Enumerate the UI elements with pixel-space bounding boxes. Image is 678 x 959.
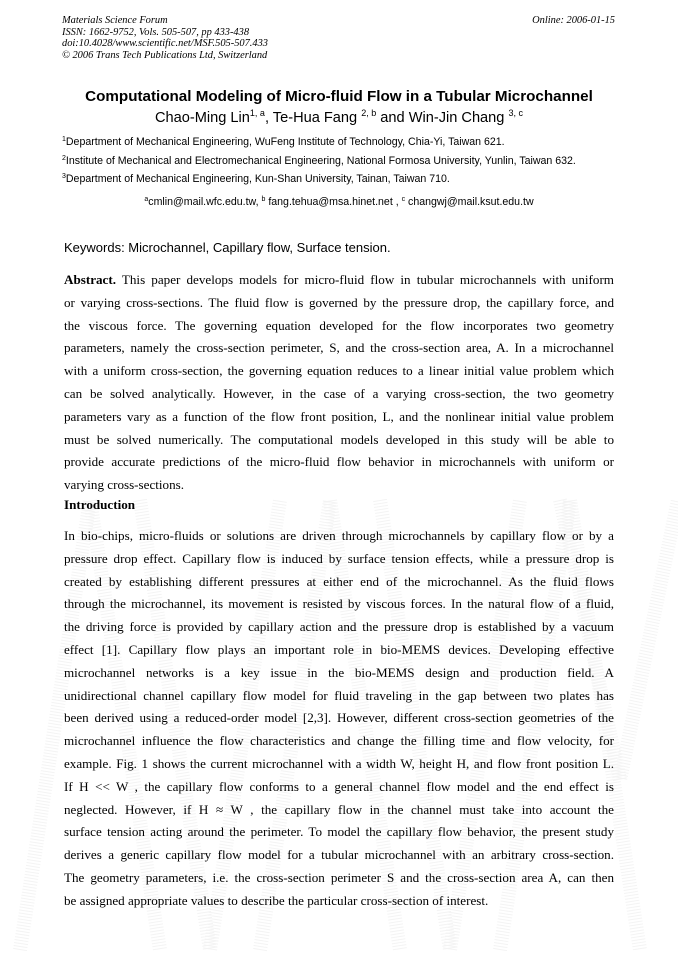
affiliation-num: 1 xyxy=(62,136,66,143)
email-link[interactable]: changwj@mail.ksut.edu.tw xyxy=(405,196,534,208)
affiliation-1 xyxy=(62,136,505,148)
intro-line: neglected. However, if H ≈ W , the capillary flow in the channel must take into account the xyxy=(64,801,614,817)
keywords: Keywords: Microchannel, Capillary flow, Surface tension. xyxy=(64,240,391,255)
intro-line: derives a generic capillary flow model for a tubular microchannel with an arbitrary cross-section. xyxy=(64,847,614,863)
journal-name: Materials Science Forum xyxy=(62,15,168,26)
affiliation-num: 3 xyxy=(62,173,66,180)
abstract-line: varying cross-sections. xyxy=(64,477,184,493)
email-sup: c xyxy=(401,196,406,203)
affiliation-text: Department of Mechanical Engineering, WuFeng Institute of Technology, Chia-Yi, Taiwan 621. xyxy=(65,136,505,148)
intro-line: been derived using a reduced-order model [2,3]. However, different cross-section geometries of the xyxy=(64,710,614,726)
email-sup: a xyxy=(144,196,149,203)
email-sup: b xyxy=(261,196,266,203)
author-separator: , xyxy=(264,110,273,126)
affiliation-text: Department of Mechanical Engineering, Kun-Shan University, Tainan, Taiwan 710. xyxy=(65,173,450,185)
author-sup: 2, b xyxy=(361,108,377,118)
abstract-line: provide accurate predictions of the micro-fluid flow behavior in microchannels with uniform or xyxy=(64,454,614,470)
intro-line: through the microchannel, its movement is resisted by viscous forces. In the natural flow of a fluid, xyxy=(64,596,614,612)
online-date: Online: 2006-01-15 xyxy=(532,15,615,26)
doi-link[interactable]: doi:10.4028/www.scientific.net/MSF.505-507.433 xyxy=(62,38,268,49)
intro-line: microchannel influence the flow characteristics and change the filling time and flow velocity, for xyxy=(64,733,614,749)
author-sup: 3, c xyxy=(508,108,523,118)
author-sup: 1, a xyxy=(249,108,265,118)
affiliation-num: 2 xyxy=(62,155,66,162)
paper-title: Computational Modeling of Micro-fluid Flow in a Tubular Microchannel xyxy=(85,88,593,105)
author-name: Win-Jin Chang xyxy=(408,110,509,126)
intro-line: surface tension acting around the perimeter. To model the capillary flow behavior, the present study xyxy=(64,824,614,840)
journal-header xyxy=(62,15,268,61)
abstract-line: the viscous force. The governing equation developed for the flow incorporates two geometry xyxy=(64,317,614,333)
issn-line: ISSN: 1662-9752, Vols. 505-507, pp 433-438 xyxy=(62,26,250,38)
abstract-label: Abstract. xyxy=(64,272,116,287)
email-link[interactable]: fang.tehua@msa.hinet.net , xyxy=(265,196,402,208)
abstract-line: must be solved numerically. The computational models developed in this study will be able to xyxy=(64,431,614,447)
intro-line: the driving force is provided by capillary action and the pressure drop is established by a vacuum xyxy=(64,619,614,635)
author-separator: and xyxy=(376,110,409,126)
abstract xyxy=(64,269,614,497)
intro-line: be assigned appropriate values to describe the particular cross-section of interest. xyxy=(64,892,489,908)
copyright-line: © 2006 Trans Tech Publications Ltd, Switzerland xyxy=(62,49,268,61)
intro-line: pressure drop effect. Capillary flow is induced by surface tension effects, while a pressure drop is xyxy=(64,550,614,566)
author-name: Te-Hua Fang xyxy=(272,110,362,126)
affiliation-3 xyxy=(62,173,450,185)
intro-line: If H << W , the capillary flow conforms to a general channel flow model and the end effect is xyxy=(64,778,614,794)
introduction-body xyxy=(64,525,614,913)
email-list xyxy=(0,196,678,208)
intro-line: unidirectional channel capillary flow model for fluid traveling in the gap between two plates has xyxy=(64,687,614,703)
intro-line: effect [1]. Capillary flow plays an important role in bio-MEMS devices. Developing effective xyxy=(64,641,614,657)
intro-line: In bio-chips, micro-fluids or solutions are driven through microchannels by capillary flow or by a xyxy=(64,528,614,543)
affiliation-2 xyxy=(62,155,576,167)
email-link[interactable]: cmlin@mail.wfc.edu.tw, xyxy=(148,196,262,208)
abstract-line: or varying cross-sections. The fluid flow is governed by the pressure drop, the capillary force, and xyxy=(64,294,614,310)
abstract-line: can be solved analytically. However, in the case of a varying cross-section, the two geometry xyxy=(64,385,614,401)
affiliation-text: Institute of Mechanical and Electromechanical Engineering, National Formosa University, Yunlin, Taiwan 632. xyxy=(65,155,576,167)
abstract-line: with a uniform cross-section, the governing equation reduces to a linear initial value problem which xyxy=(64,363,614,379)
intro-line: example. Fig. 1 shows the current microchannel with a width W, height H, and flow front position L. xyxy=(64,755,614,771)
author-name: Chao-Ming Lin xyxy=(155,110,250,126)
abstract-line xyxy=(64,269,614,292)
author-list xyxy=(0,110,678,126)
abstract-text: This paper develops models for micro-fluid flow in tubular microchannels with uniform xyxy=(116,272,614,287)
intro-line: microchannel networks is a key issue in the bio-MEMS design and production field. A xyxy=(64,664,614,680)
abstract-line: parameters vary as a function of the flow front position, L, and the nonlinear initial value problem xyxy=(64,408,614,424)
intro-line: The geometry parameters, i.e. the cross-section perimeter S and the cross-section area A, can then xyxy=(64,869,614,885)
intro-line: created by establishing different pressures at either end of the microchannel. As the fluid flows xyxy=(64,573,614,589)
abstract-line: parameters, namely the cross-section perimeter, S, and the cross-section area, A. In a microchannel xyxy=(64,340,614,356)
section-heading-introduction: Introduction xyxy=(64,497,136,512)
